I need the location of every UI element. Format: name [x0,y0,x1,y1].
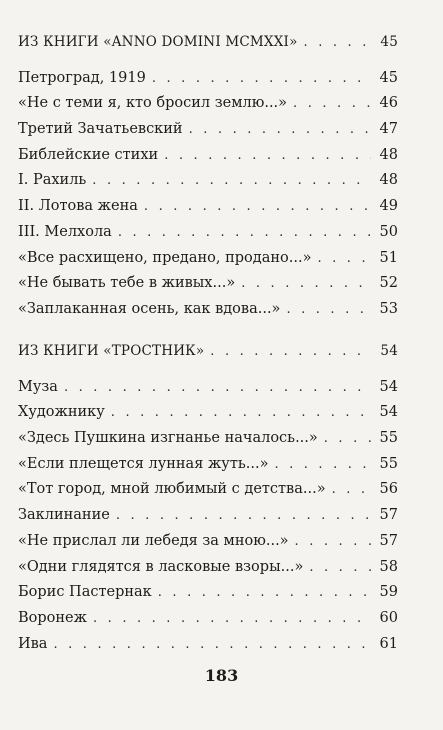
toc-entry [18,375,398,401]
toc-entry-title: Библейские стихи [18,146,159,163]
toc-entry [18,297,398,323]
dot-leader [116,503,371,529]
toc-entry [18,452,398,478]
toc-entry-title: I. Рахиль [18,172,87,189]
toc-entry [18,400,398,426]
toc-entry [18,194,398,220]
toc-entry-title: «Не прислал ли лебедя за мною...» [18,532,289,549]
toc-entry-title: Ива [18,635,48,652]
dot-leader [295,529,371,555]
toc-entry-title: III. Мелхола [18,223,112,240]
toc-entry-page: 57 [379,507,398,524]
toc-entry-page: 58 [379,558,398,575]
toc-entry-title: «Все расхищено, предано, продано...» [18,249,312,266]
dot-leader [241,271,371,297]
dot-leader [118,220,371,246]
dot-leader [309,555,371,581]
toc-entry-title: «Здесь Пушкина изгнанье началось...» [18,430,318,447]
toc-entry-page: 57 [379,532,398,549]
toc-entry-page: 55 [379,430,398,447]
toc-entry [18,606,398,632]
toc-entry [18,117,398,143]
toc-entry-title: «Одни глядятся в ласковые взоры...» [18,558,304,575]
toc-heading-title: ИЗ КНИГИ «ТРОСТНИК» [18,343,205,359]
toc-entry-page: 59 [379,584,398,601]
toc-entry-page: 48 [379,172,398,189]
toc-section-trostnik [18,339,398,657]
toc-entry-title: Муза [18,378,58,395]
toc-entry-title: «Заплаканная осень, как вдова...» [18,300,281,317]
toc-entry-page: 50 [379,223,398,240]
toc-entry [18,529,398,555]
toc-entry-title: Воронеж [18,609,87,626]
toc-entry-page: 46 [379,95,398,112]
dot-leader [293,91,371,117]
toc-entry [18,632,398,658]
dot-leader [164,143,371,169]
toc-heading-page: 45 [380,34,398,50]
toc-entry-page: 60 [379,609,398,626]
toc-entry-page: 52 [379,275,398,292]
dot-leader [304,30,371,56]
toc-entry-page: 61 [379,635,398,652]
dot-leader [324,426,371,452]
toc-entry-page: 56 [379,481,398,498]
dot-leader [332,477,371,503]
toc-entry [18,143,398,169]
dot-leader [92,168,371,194]
dot-leader [111,400,371,426]
toc-entry [18,220,398,246]
dot-leader [317,246,371,272]
dot-leader [152,66,371,92]
toc-entry [18,246,398,272]
toc-entry-title: Борис Пастернак [18,584,152,601]
dot-leader [189,117,371,143]
toc-entry-page: 55 [379,455,398,472]
toc-entry-title: Заклинание [18,507,110,524]
toc-entry-title: «Тот город, мной любимый с детства...» [18,481,326,498]
toc-entry [18,580,398,606]
toc-entry-title: «Не бывать тебе в живых...» [18,275,236,292]
toc-entry [18,503,398,529]
dot-leader [64,375,371,401]
toc-heading-title: ИЗ КНИГИ «ANNO DOMINI MCMXXI» [18,34,298,50]
dot-leader [93,606,371,632]
dot-leader [144,194,371,220]
toc-entry-title: Художнику [18,404,105,421]
toc-entry-page: 45 [379,69,398,86]
toc-entry-page: 54 [379,404,398,421]
dot-leader [53,632,371,658]
toc-entry [18,555,398,581]
toc-entry-title: Третий Зачатьевский [18,121,183,138]
toc-entry [18,91,398,117]
page-number: 183 [204,666,239,685]
toc-heading [18,339,398,365]
toc-entry [18,66,398,92]
toc-heading-page: 54 [380,343,398,359]
toc-entry [18,168,398,194]
toc-heading [18,30,398,56]
dot-leader [210,339,371,365]
toc-entry [18,426,398,452]
toc-entry-page: 48 [379,146,398,163]
toc-entry-page: 49 [379,198,398,215]
dot-leader [274,452,371,478]
toc-entry-page: 54 [379,378,398,395]
toc-entry-page: 53 [379,300,398,317]
toc-entry-title: «Если плещется лунная жуть...» [18,455,269,472]
toc-entry-title: Петроград, 1919 [18,69,146,86]
dot-leader [286,297,371,323]
toc-entry-title: «Не с теми я, кто бросил землю...» [18,95,288,112]
toc-entry-title: II. Лотова жена [18,198,138,215]
dot-leader [158,580,371,606]
toc-entry-page: 47 [379,121,398,138]
toc-entry [18,477,398,503]
toc-entry [18,271,398,297]
toc-section-anno-domini [18,30,398,323]
toc-entry-page: 51 [379,249,398,266]
